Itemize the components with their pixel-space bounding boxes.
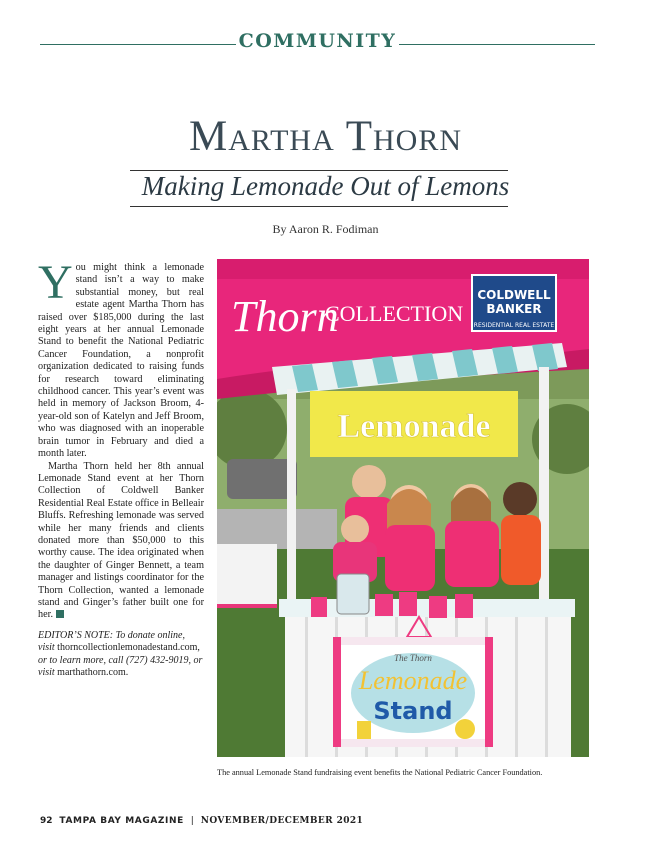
article-subtitle: Making Lemonade Out of Lemons bbox=[141, 171, 510, 201]
front-sign-top-text: The Thorn bbox=[394, 653, 432, 663]
note-link-website[interactable]: marthathorn.com. bbox=[57, 667, 129, 679]
section-header bbox=[40, 30, 595, 56]
logo-line-1: COLDWELL bbox=[477, 288, 551, 302]
end-mark-icon bbox=[56, 610, 64, 618]
tent-collection-text: COLLECTION bbox=[325, 301, 464, 326]
magazine-name: TAMPA BAY MAGAZINE bbox=[59, 816, 184, 826]
page-number: 92 bbox=[40, 816, 53, 826]
paragraph-2-text: Martha Thorn held her 8th annual Lemonade Stand event at her Thorn Collection of Coldwell Banker Residential Real Estate office in Belleair Bluffs. Refreshing lemonade was served while her many friends and clients donated more than $50,000 to this worthy cause. The idea originated when the daughter of Ginger Bennett, a team manager and listings coordinator for the Thorn Collection, wanted a lemonade stand and Ginger’s father built one for her. bbox=[38, 460, 204, 621]
note-link-donate[interactable]: thorncollectionlemonadestand.com, bbox=[57, 642, 200, 654]
drop-cap: Y bbox=[38, 256, 73, 309]
logo-line-3: RESIDENTIAL REAL ESTATE bbox=[473, 322, 555, 329]
lemonade-sign-text: Lemonade bbox=[337, 408, 491, 445]
event-photo bbox=[217, 259, 589, 757]
front-sign-line-1: Lemonade bbox=[358, 666, 468, 695]
logo-line-2: BANKER bbox=[486, 302, 542, 316]
note-middle: or to learn more, call (727) 432-9019, or visit bbox=[38, 654, 203, 679]
section-rule-right bbox=[399, 44, 595, 45]
issue-date: NOVEMBER/DECEMBER 2021 bbox=[200, 816, 364, 826]
page-footer bbox=[40, 816, 363, 826]
note-label: EDITOR’S NOTE: To donate online, visit bbox=[38, 629, 185, 654]
subtitle-rule-bottom bbox=[130, 206, 508, 207]
editors-note bbox=[38, 630, 204, 680]
paragraph-2 bbox=[38, 461, 204, 622]
paragraph-1 bbox=[38, 256, 204, 461]
photo-caption: The annual Lemonade Stand fundraising event benefits the National Pediatric Cancer Foundation. bbox=[217, 768, 543, 777]
section-label: COMMUNITY bbox=[238, 30, 397, 52]
paragraph-1-text: ou might think a lemonade stand isn’t a way to make substantial money, but real estate agent Martha Thorn has raised over $185,000 during the last eight years at her annual Lemonade Stand to benefit the National Pediatric Cancer Foundation, a nonprofit organization dedicated to raising funds for research toward eliminating childhood cancer. This year’s event was held in memory of Jackson Broom, 4-year-old son of Katelyn and Jeff Broom, who was diagnosed with an inoperable brain tumor in February and died a month later. bbox=[38, 262, 204, 460]
front-sign-line-2: Stand bbox=[373, 697, 453, 725]
photo-illustration bbox=[217, 259, 589, 757]
article-body bbox=[38, 256, 204, 680]
byline: By Aaron R. Fodiman bbox=[272, 222, 379, 236]
footer-separator: | bbox=[190, 816, 194, 826]
tent-script-text: Thorn bbox=[231, 292, 339, 341]
article-title: Martha Thorn bbox=[188, 113, 462, 160]
